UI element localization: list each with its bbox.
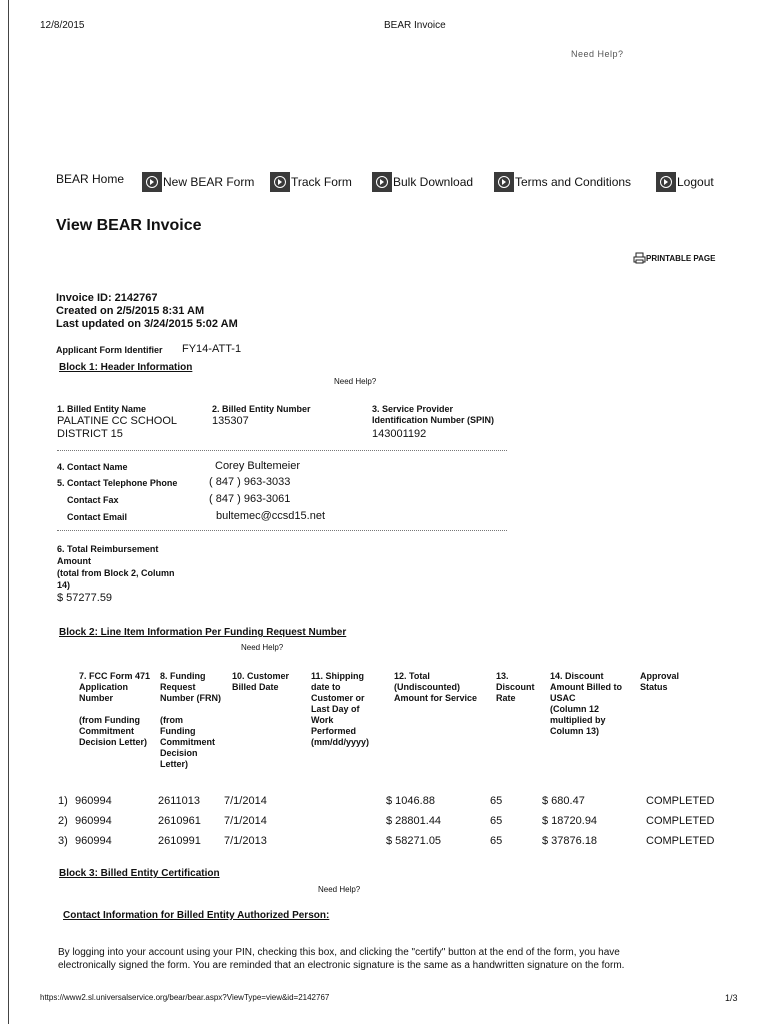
contact-fax-label: Contact Fax xyxy=(67,495,119,505)
col-header-total: 12. Total (Undiscounted) Amount for Service xyxy=(394,671,478,703)
contact-email-value: bultemec@ccsd15.net xyxy=(216,510,326,522)
contact-email-label: Contact Email xyxy=(67,512,128,522)
invoice-id: Invoice ID: 2142767 xyxy=(56,292,158,304)
block3-need-help[interactable]: Need Help? xyxy=(318,885,361,894)
row-total: $ 1046.88 xyxy=(386,795,435,807)
service-provider-label: 3. Service Provider Identification Number (SPIN) xyxy=(372,404,495,425)
page-title: View BEAR Invoice xyxy=(56,217,202,234)
row-status: COMPLETED xyxy=(646,815,715,827)
printable-page-label: PRINTABLE PAGE xyxy=(646,253,716,263)
contact-fax-value: ( 847 ) 963-3061 xyxy=(209,493,291,505)
row-status: COMPLETED xyxy=(646,795,715,807)
divider xyxy=(57,450,507,451)
arrow-circle-icon xyxy=(372,172,392,192)
form-identifier-value: FY14-ATT-1 xyxy=(182,343,242,355)
row-discount-rate: 65 xyxy=(490,795,503,807)
nav-bulk-download[interactable] xyxy=(372,172,473,192)
nav-terms-label: Terms and Conditions xyxy=(515,175,632,189)
billed-entity-number-value: 135307 xyxy=(212,415,249,427)
row-frn: 2611013 xyxy=(158,795,201,807)
col-header-application-number: 7. FCC Form 471 Application Number (from Funding Commitment Decision Letter) xyxy=(79,671,151,747)
service-provider-value: 143001192 xyxy=(372,428,427,440)
row-number: 3) xyxy=(58,835,68,847)
form-identifier-label: Applicant Form Identifier xyxy=(56,345,163,355)
printable-page-link[interactable] xyxy=(633,252,715,264)
arrow-circle-icon xyxy=(270,172,290,192)
contact-phone-value: ( 847 ) 963-3033 xyxy=(209,476,291,488)
total-reimbursement-value: $ 57277.59 xyxy=(57,592,113,604)
col-header-discount-amount: 14. Discount Amount Billed to USAC (Column 12 multiplied by Column 13) xyxy=(550,671,622,736)
print-page-number: 1/3 xyxy=(725,993,738,1003)
contact-name-label: 4. Contact Name xyxy=(57,462,128,472)
contact-name-value: Corey Bultemeier xyxy=(215,460,300,472)
print-date: 12/8/2015 xyxy=(40,20,85,31)
row-discount-amount: $ 37876.18 xyxy=(542,835,598,847)
col-header-discount-rate: 13. Discount Rate xyxy=(496,671,535,703)
row-application-number: 960994 xyxy=(75,795,112,807)
col-header-frn: 8. Funding Request Number (FRN) (from Funding Commitment Decision Letter) xyxy=(160,671,221,769)
col-header-shipping-date: 11. Shipping date to Customer or Last Day of Work Performed (mm/dd/yyyy) xyxy=(311,671,370,747)
block1-heading: Block 1: Header Information xyxy=(59,362,193,373)
block1-need-help[interactable]: Need Help? xyxy=(334,377,377,386)
billed-entity-name-label: 1. Billed Entity Name xyxy=(57,404,147,414)
block3-heading: Block 3: Billed Entity Certification xyxy=(59,868,220,879)
block2-heading: Block 2: Line Item Information Per Funding Request Number xyxy=(59,627,347,638)
nav-logout[interactable] xyxy=(656,172,714,192)
row-application-number: 960994 xyxy=(75,815,112,827)
arrow-circle-icon xyxy=(494,172,514,192)
row-frn: 2610991 xyxy=(158,835,201,847)
row-status: COMPLETED xyxy=(646,835,715,847)
billed-entity-name-value: PALATINE CC SCHOOL DISTRICT 15 xyxy=(57,415,178,440)
row-total: $ 58271.05 xyxy=(386,835,442,847)
nav-home-label: BEAR Home xyxy=(56,172,125,186)
row-frn: 2610961 xyxy=(158,815,201,827)
divider xyxy=(57,530,507,531)
row-number: 2) xyxy=(58,815,68,827)
nav-home[interactable] xyxy=(56,172,124,186)
last-updated: Last updated on 3/24/2015 5:02 AM xyxy=(56,318,238,330)
total-reimbursement-label: 6. Total Reimbursement Amount (total from Block 2, Column 14) xyxy=(57,544,175,590)
contact-phone-label: 5. Contact Telephone Phone xyxy=(57,478,178,488)
row-application-number: 960994 xyxy=(75,835,112,847)
page-binder-line xyxy=(8,0,9,1024)
row-total: $ 28801.44 xyxy=(386,815,442,827)
certification-paragraph: By logging into your account using your PIN, checking this box, and clicking the "certify" button at the end of the form, you have electronically signed the form. You are reminded that an electronic signature is the same as a handwritten signature on the form. xyxy=(58,947,625,971)
nav-new-form-label: New BEAR Form xyxy=(163,175,255,189)
contact-info-heading: Contact Information for Billed Entity Authorized Person: xyxy=(63,910,330,921)
need-help-link-top[interactable]: Need Help? xyxy=(571,49,624,59)
nav-terms[interactable] xyxy=(494,172,631,192)
row-discount-rate: 65 xyxy=(490,835,503,847)
row-discount-amount: $ 680.47 xyxy=(542,795,585,807)
col-header-billed-date: 10. Customer Billed Date xyxy=(232,671,290,692)
billed-entity-number-label: 2. Billed Entity Number xyxy=(212,404,311,414)
row-billed-date: 7/1/2014 xyxy=(224,795,267,807)
col-header-approval-status: Approval Status xyxy=(640,671,680,692)
created-on: Created on 2/5/2015 8:31 AM xyxy=(56,305,205,317)
block2-need-help[interactable]: Need Help? xyxy=(241,643,284,652)
nav-logout-label: Logout xyxy=(677,175,714,189)
nav-new-form[interactable] xyxy=(142,172,254,192)
arrow-circle-icon xyxy=(142,172,162,192)
nav-track-form[interactable] xyxy=(270,172,352,192)
printer-icon xyxy=(633,252,646,264)
print-title: BEAR Invoice xyxy=(384,20,446,31)
row-discount-rate: 65 xyxy=(490,815,503,827)
print-url: https://www2.sl.universalservice.org/bear/bear.aspx?ViewType=view&id=2142767 xyxy=(40,993,330,1002)
row-billed-date: 7/1/2014 xyxy=(224,815,267,827)
nav-track-form-label: Track Form xyxy=(291,175,352,189)
row-number: 1) xyxy=(58,795,68,807)
nav-bulk-download-label: Bulk Download xyxy=(393,175,474,189)
row-discount-amount: $ 18720.94 xyxy=(542,815,598,827)
arrow-circle-icon xyxy=(656,172,676,192)
row-billed-date: 7/1/2013 xyxy=(224,835,267,847)
